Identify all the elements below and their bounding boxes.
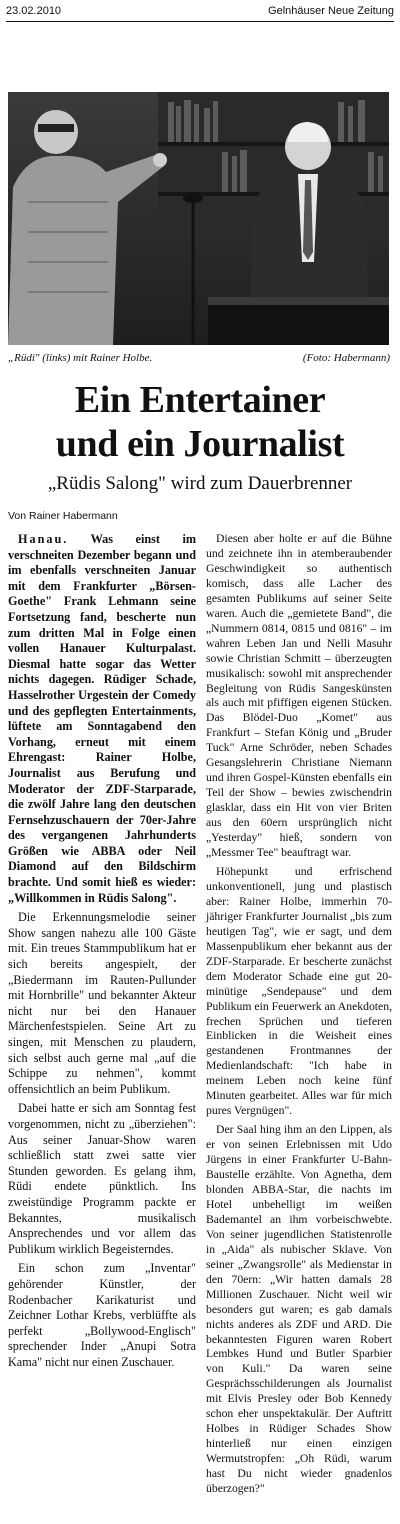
photo-credit: (Foto: Habermann): [302, 352, 390, 364]
article-headline: [0, 378, 400, 466]
body-paragraph-6: Der Saal hing ihm an den Lippen, als er von seinen Erlebnissen mit Udo Jürgens in einer Frankfurter U-Bahn-Baustelle erzählte. Von Agnetha, dem blonden ABBA-Star, die nachts im Hotel unbehelligt im weißen Bademantel an ihm vorbeischwebte. Von seiner jugendlichen Statistenrolle in „Aida" als nubischer Sklave. Von seiner „Zwangsrolle" als Medienstar in den 70ern: „Wir hatten damals 28 Millionen Zuschauer. Nicht weil wir besonders gut waren; es gab damals nichts anderes als ZDF und ARD. Die bekanntesten Figuren waren Robert Lembkes Hund und Butler Sparbier von Kuli." Da waren seine Gesprächsschilderungen als Journalist mit Elvis Presley oder Bob Kennedy schon eher unspektakulär. Der Auftritt Holbes in Rüdiger Schades Show hinterließ nur einen einzigen Wermutstropfen: „Oh Rüdi, warum hast Du nicht wieder gnadenlos überzogen?": [206, 1123, 392, 1496]
newspaper-name: Gelnhäuser Neue Zeitung: [268, 5, 394, 17]
body-paragraph-4: Diesen aber holte er auf die Bühne und zeichnete ihn in atemberaubender Geschwindigkeit so authentisch komisch, dass alle Lacher des gesamten Publikums auf seiner Seite waren. Auch die „gemietete Band", die „Nummern 0814, 0815 und 0816" – im wahren Leben Jan und Nelli Masuhr sowie Christian Schmitt – überzeugten musikalisch: sowohl mit ansprechender Begleitung von Rüdis Sangeskünsten als auch mit pfiffigen eigenen Stücken. Das Blödel-Duo „Komet" aus Frankfurt – Stefan König und „Bruder Tuck" Arne Schröder, neben Schades Gesangslehrerin Christiane Niemann und ihren Gospel-Künsten ebenfalls ein Teil der Show – bewies zwischendrin glasklar, dass ein Hit von vier Briten aus den 60ern ursprünglich nicht „Yesterday" hieß, sondern von „Messmer Tee" beauftragt war.: [206, 532, 392, 860]
issue-date: 23.02.2010: [6, 5, 62, 17]
header-rule: [6, 21, 394, 22]
body-paragraph-1: Die Erkennungsmelodie seiner Show sangen nahezu alle 100 Gäste mit. Ein treues Stammpublikum hat er sich bereits angespielt, der „Biedermann im Rauten-Pullunder mit Hornbrille" und bekannter Akteur nicht nur bei den Hanauer Märchenfestspielen. Seine Art zu singen, mit Menschen zu plaudern, sich selbst auch gerne mal „auf die Schippe zu nehmen", kommt offensichtlich an beim Publikum.: [8, 910, 196, 1096]
article-byline: Von Rainer Habermann: [8, 510, 118, 522]
body-paragraph-5: Höhepunkt und erfrischend unkonventionell, jung und plastisch aber: Rainer Holbe, immerhin 70-jähriger Frankfurter Journalist „bis zum heutigen Tag", wie er sagt, und dem Massenpublikum eher bekannt aus der ZDF-Starparade. Er bescherte zunächst dem Moderator Schade eine gut 20-minütige „Sendepause" und dem Publikum ein Feuerwerk an Anekdoten, frechen Sprüchen und tieferen Einblicken in die Weisheit eines gestandenen Frontmannes der Medienlandschaft: "Ich habe in meinem Leben noch keine fünf Minuten gearbeitet. Alles war für mich pures Vergnügen".: [206, 864, 392, 1118]
photo-caption: „Rüdi" (links) mit Rainer Holbe.: [8, 352, 153, 364]
photo-scene: [8, 92, 389, 345]
article-subheadline: „Rüdis Salong" wird zum Dauerbrenner: [47, 473, 353, 494]
body-paragraph-3: Ein schon zum „Inventar" gehörender Künstler, der Rodenbacher Karikaturist und Zeichner Lothar Krebs, verblüffte als perfekt „Bollywood-Englisch" sprechender Inder „Anupi Sotra Kama" nicht nur einen Zuschauer.: [8, 1261, 196, 1369]
lead-paragraph: [8, 532, 196, 906]
article-column-left: [8, 532, 196, 1374]
article-column-right: [206, 532, 392, 1501]
lead-text: Was einst im verschneiten Dezember begann und im ebenfalls verschneiten Januar mit dem Frankfurter „Börsen-Goethe" Frank Lehmann seine Fortsetzung fand, bescherte nun zum dritten Mal in Folge einen vollen Hanauer Kulturpalast. Diesmal hatte sogar das Wetter nichts dagegen. Rüdiger Schade, Hasselrother Urgestein der Comedy und des gepflegten Entertainments, lüftete am Sonntagabend den Vorhang, erneut mit einem Ehrengast: Rainer Holbe, Journalist aus Berufung und Moderator der ZDF-Starparade, die zwölf Jahre lang den deutschen Fernsehzuschauern der 70er-Jahre des vergangenen Jahrhunderts Größen wie ABBA oder Neil Diamond auf den Bildschirm brachte. Und somit hieß es wieder: „Willkommen in Rüdis Salong".: [8, 532, 197, 905]
dateline-place: Hanau.: [18, 532, 69, 546]
article-photo: [8, 92, 389, 345]
body-paragraph-2: Dabei hatte er sich am Sonntag fest vorgenommen, nicht zu „überziehen": Aus seiner Januar-Show waren schließlich statt zwei satte vier Stunden geworden. Es gelang ihm, Rüdi endete pünktlich. Ins zweistündige Programm packte er Bekanntes, musikalisch Ansprechendes und vor allem das Publikum wirklich Begeisterndes.: [8, 1101, 196, 1256]
headline-line-2: und ein Journalist: [55, 423, 345, 465]
headline-line-1: Ein Entertainer: [74, 379, 326, 421]
